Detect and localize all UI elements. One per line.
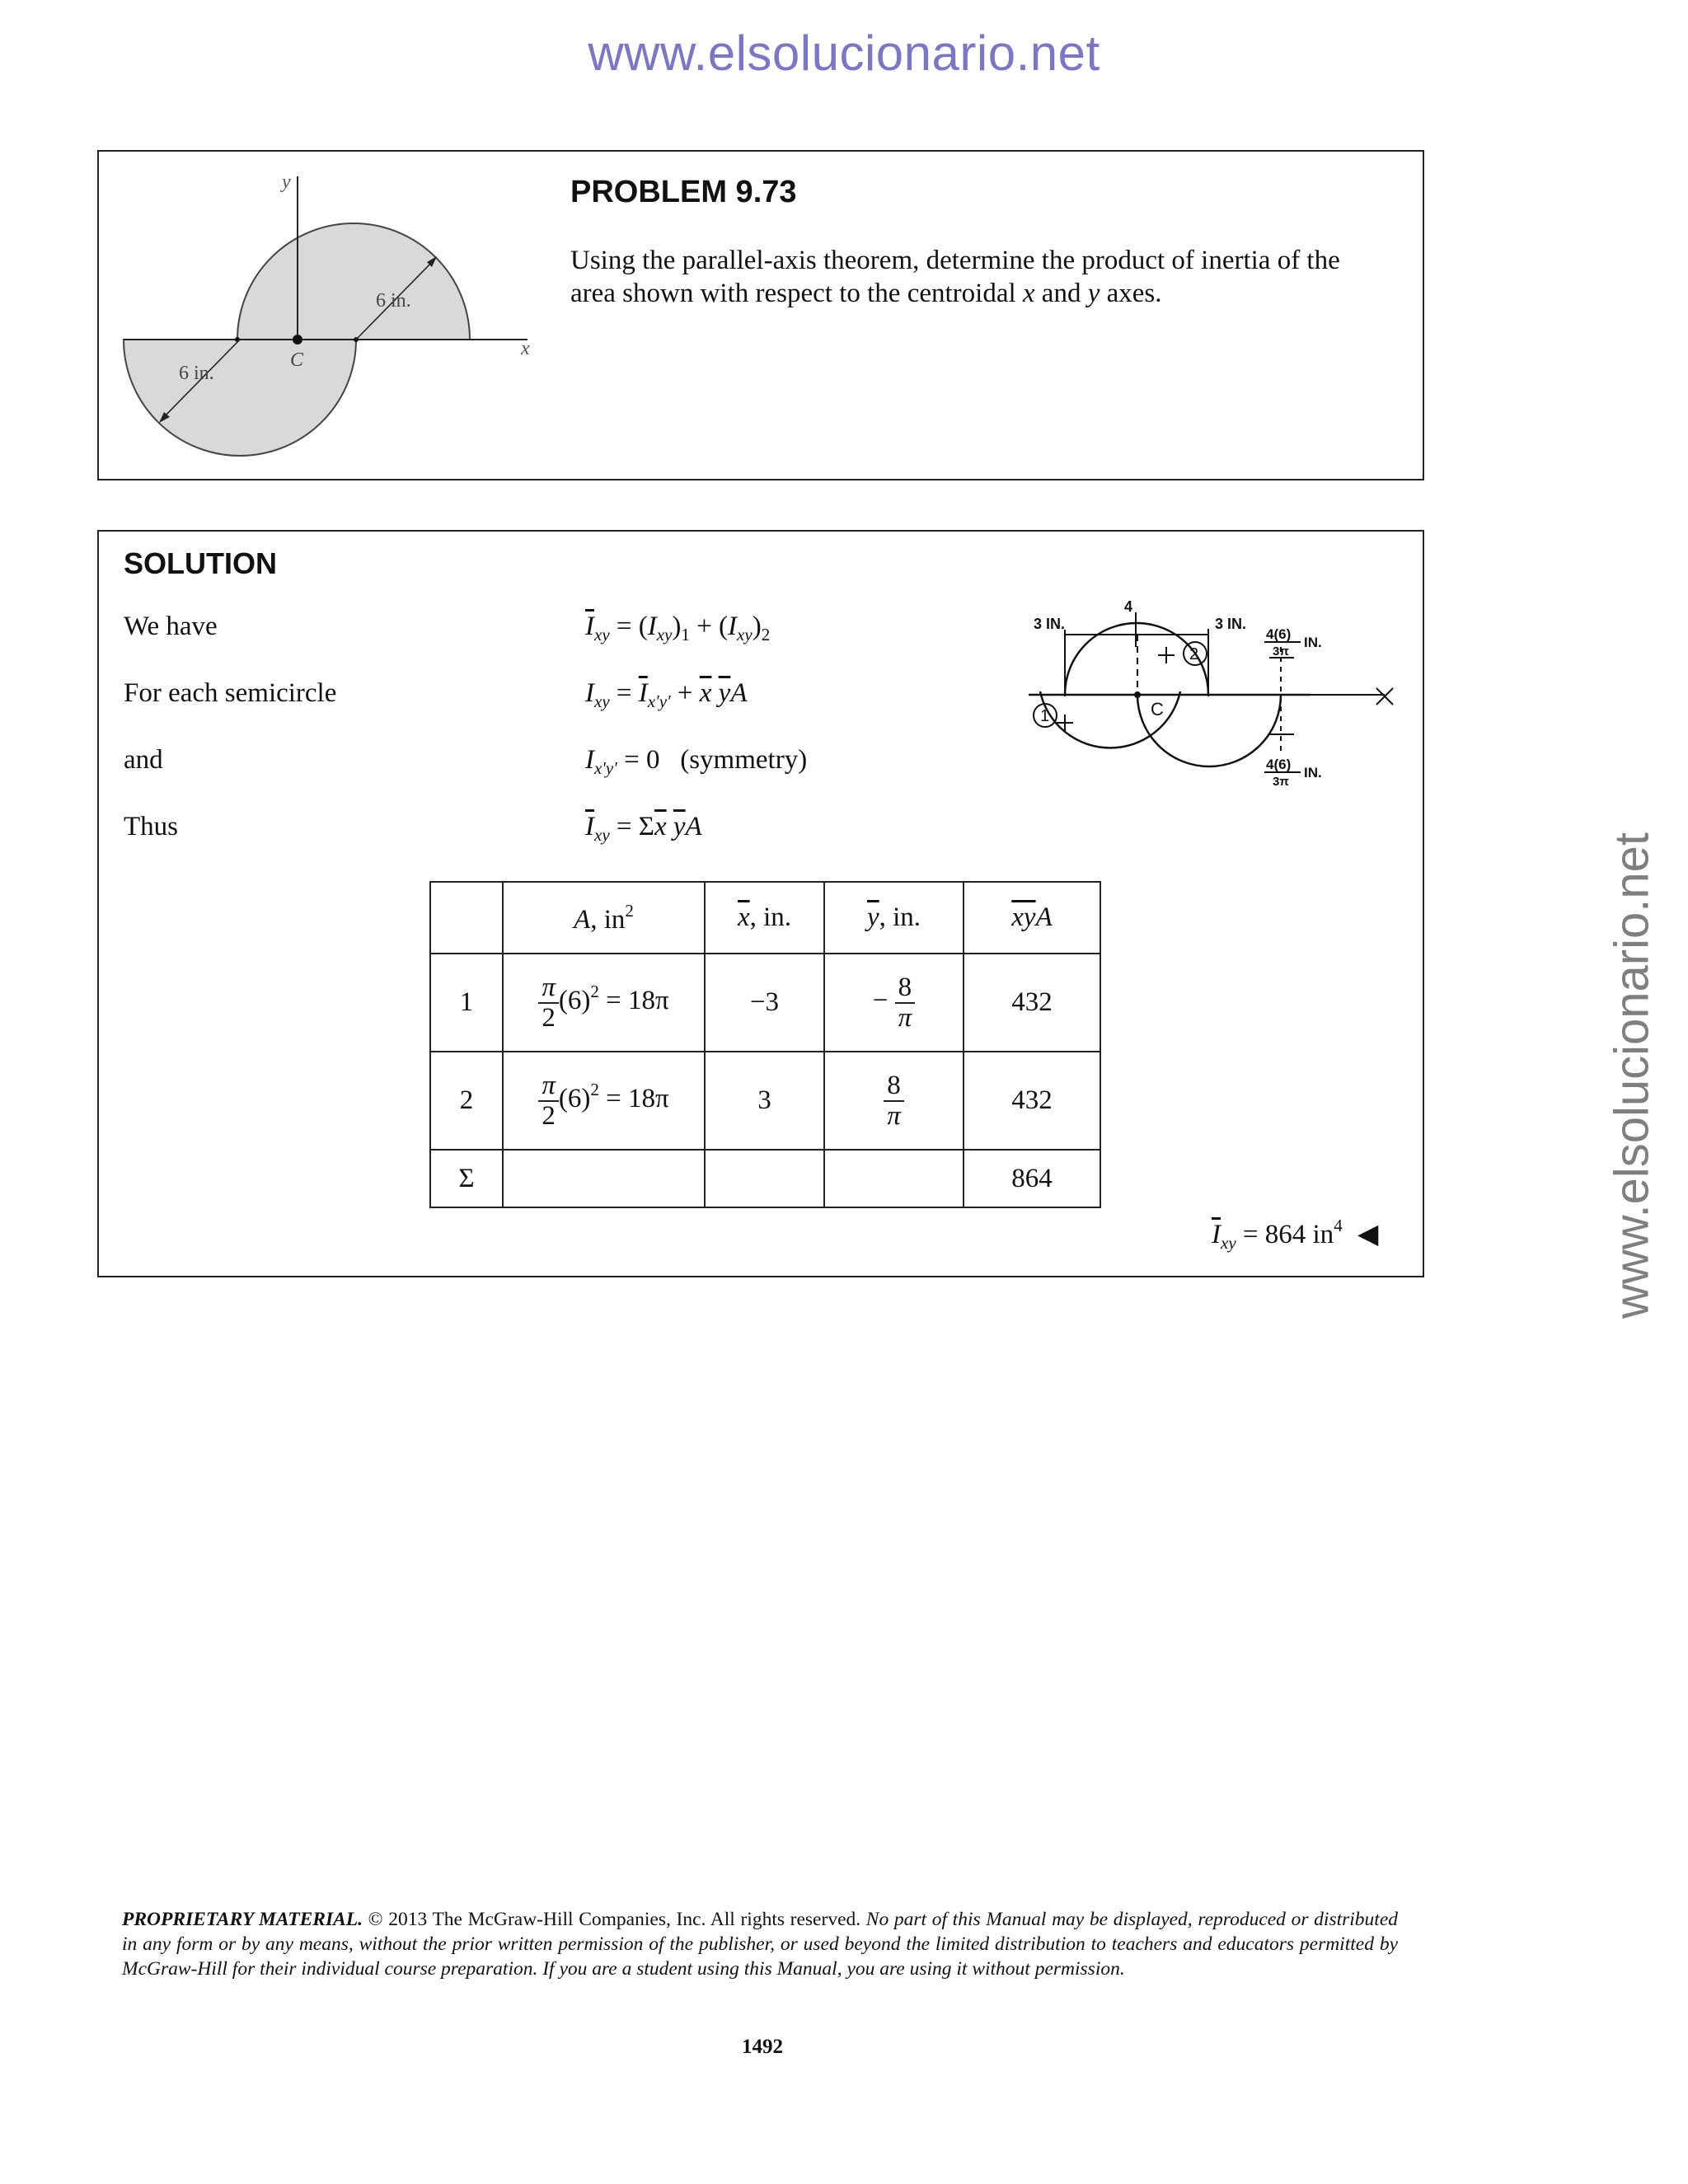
answer-marker-icon: ◀ [1357, 1220, 1379, 1249]
sketch-frac-bot-num: 4(6) [1266, 757, 1292, 772]
table-header-row [430, 882, 1100, 954]
sketch-frac-top-num: 4(6) [1266, 626, 1292, 642]
row-xya: 432 [964, 1052, 1100, 1150]
row-ybar: − $\frac{8}{\pi}$ [824, 954, 964, 1052]
dim-lower: 6 in. [179, 363, 214, 384]
problem-box [97, 150, 1424, 480]
row-index: 2 [430, 1052, 503, 1150]
watermark-side: www.elsolucionario.net [1605, 832, 1659, 1319]
row-ybar: $\frac{8}{\pi}$ [824, 1052, 964, 1150]
sketch-label-c: C [1151, 699, 1164, 719]
footer-text: No part of this Manual may be displayed, reproduced or distributed in any form or by any means, without the prior written permission of the publisher, or used beyond the limited distribution to teachers and educators permitted by McGraw-Hill for their individual course preparation. If you are a student using this Manual, you are using it without permission. [122, 1909, 1399, 1980]
table-sum-row [430, 1150, 1100, 1207]
sketch-frac-bot-unit: IN. [1304, 765, 1322, 780]
sum-value: 864 [964, 1150, 1100, 1207]
page-number: 1492 [742, 2036, 783, 2058]
row-xya: 432 [964, 954, 1100, 1052]
sketch-frac-top-unit: IN. [1304, 635, 1322, 650]
eq-sum-products: $\overline{I}_{xy} = (I_{xy})_1 + (I_{xy})_2$ [585, 612, 771, 644]
final-answer: $\overline{I}_{xy} = 864$ $in^4$ ◀ [1212, 1216, 1379, 1253]
eq-parallel-axis: $I_{xy} = \overline{I}_{x'y'} + \overline{x}$ $\overline{y}A$ [585, 678, 748, 711]
label-c: C [290, 349, 304, 371]
row-xbar: −3 [705, 954, 824, 1052]
row-xbar: 3 [705, 1052, 824, 1150]
sketch-part-1: 1 [1040, 707, 1050, 725]
header-area: A, $in^2$ [503, 882, 705, 954]
solution-box [97, 530, 1424, 1277]
sum-symbol: Σ [430, 1150, 503, 1207]
sketch-frac-bot-den: 3π [1273, 775, 1289, 789]
footer-lead: PROPRIETARY MATERIAL. [122, 1909, 363, 1930]
sketch-frac-top-den: 3π [1273, 644, 1289, 658]
row-index: 1 [430, 954, 503, 1052]
header-xya: $\overline{xy}A$ [964, 882, 1100, 954]
centroid-dot [293, 335, 302, 344]
label-x: x [521, 338, 530, 359]
table-row [430, 1052, 1100, 1150]
solution-sketch [1022, 598, 1401, 795]
sketch-dim-right: 3 IN. [1215, 616, 1247, 632]
sketch-dim-top: 4 [1124, 598, 1133, 615]
upper-semicircle [237, 223, 470, 340]
table-row [430, 954, 1100, 1052]
problem-title: PROBLEM 9.73 [570, 175, 797, 209]
solution-title: SOLUTION [124, 546, 277, 580]
sketch-dim-left: 3 IN. [1034, 616, 1066, 632]
dim-upper: 6 in. [376, 290, 411, 312]
statement-line-2: area shown with respect to the centroidal x and y axes. [570, 279, 1162, 308]
statement-line-1: Using the parallel-axis theorem, determine the product of inertia of the [570, 246, 1340, 275]
header-xbar: $\overline{x}$, in. [705, 882, 824, 954]
eq-thus: $\overline{I}_{xy} = \Sigma\overline{x}$ $\overline{y}A$ [585, 812, 702, 845]
problem-figure [99, 152, 643, 479]
row-label-4: Thus [124, 812, 178, 841]
calc-table [429, 881, 1101, 1208]
footer-copyright: © 2013 The McGraw-Hill Companies, Inc. All rights reserved. [363, 1909, 866, 1930]
header-ybar: $\overline{y}$, in. [824, 882, 964, 954]
label-y: y [282, 171, 291, 193]
header-index [430, 882, 503, 954]
footer-notice [122, 1907, 1398, 1981]
row-label-3: and [124, 745, 163, 775]
lower-semicircle [124, 340, 356, 456]
row-label-1: We have [124, 612, 218, 641]
row-label-2: For each semicircle [124, 678, 337, 708]
row-area: $\frac{\pi}{2}$ $(6)^2 = 18\pi$ [503, 954, 705, 1052]
watermark-top: www.elsolucionario.net [588, 26, 1100, 81]
eq-symmetry: $I_{x'y'} = 0$ (symmetry) [585, 745, 808, 778]
row-area: $\frac{\pi}{2}$ $(6)^2 = 18\pi$ [503, 1052, 705, 1150]
sketch-part-2: 2 [1189, 645, 1199, 663]
problem-statement [570, 244, 1395, 310]
